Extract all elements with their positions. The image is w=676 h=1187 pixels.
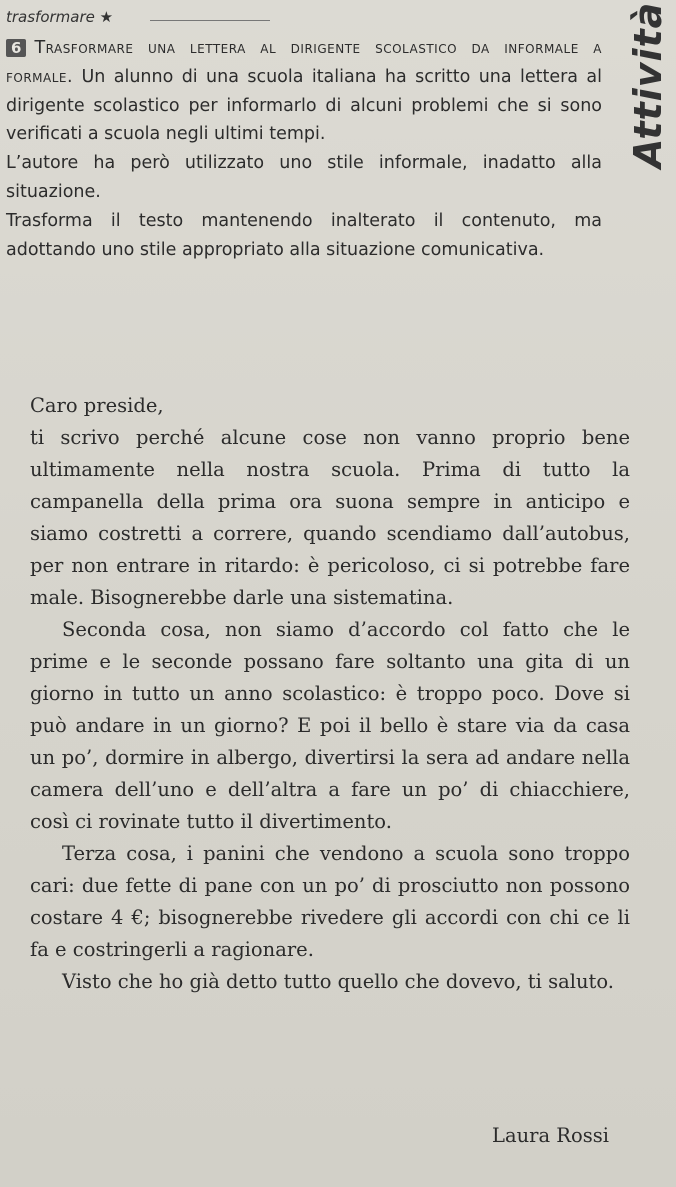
letter-closing: Visto che ho già detto tutto quello che dovevo, ti saluto.	[62, 970, 614, 993]
exercise-paragraph: L’autore ha però utilizzato uno stile informale, inadatto alla situazione.	[6, 153, 602, 202]
exercise-title: Trasformare una lettera al dirigente scolastico da informale a formale.	[6, 38, 602, 87]
exercise-block	[6, 34, 602, 264]
exercise-heading	[6, 34, 602, 149]
exercise-instruction: Trasforma il testo mantenendo inalterato il contenuto, ma adottando uno stile appropriato alla situazione comunicativa.	[6, 210, 602, 260]
letter-paragraph: Seconda cosa, non siamo d’accordo col fatto che le prime e le seconde possano fare soltanto una gita di un giorno in tutto un anno scolastico: è troppo poco. Dove si può andare in un giorno? E poi il bello è stare via da casa un po’, dormire in albergo, divertirsi la sera ad andare nella camera dell’uno e dell’altra a fare un po’ di chiacchiere, così ci rovinate tutto il divertimento.	[30, 618, 630, 833]
section-header: trasformare ★	[6, 8, 114, 26]
letter-paragraph: ti scrivo perché alcune cose non vanno proprio bene ultimamente nella nostra scuola. Prima di tutto la campanella della prima ora suona sempre in anticipo e siamo costretti a correre, quando scendiamo dall’autobus, per non entrare in ritardo: è pericoloso, ci si potrebbe fare male. Bisognerebbe darle una sistematina.	[30, 426, 630, 609]
informal-letter	[30, 390, 630, 998]
side-tab-label: Attività	[626, 1, 670, 169]
header-rule	[150, 20, 270, 21]
letter-greeting: Caro preside,	[30, 394, 164, 417]
letter-signature: Laura Rossi	[492, 1124, 609, 1147]
letter-paragraph: Terza cosa, i panini che vendono a scuola sono troppo cari: due fette di pane con un po’ di prosciutto non possono costare 4 €; bisognerebbe rivedere gli accordi con chi ce li fa e costringerli a ragionare.	[30, 842, 630, 961]
exercise-intro: Un alunno di una scuola italiana ha scritto una lettera al dirigente scolastico per informarlo di alcuni problemi che si sono verificati a scuola negli ultimi tempi.	[6, 66, 602, 145]
exercise-number: 6	[6, 39, 26, 57]
